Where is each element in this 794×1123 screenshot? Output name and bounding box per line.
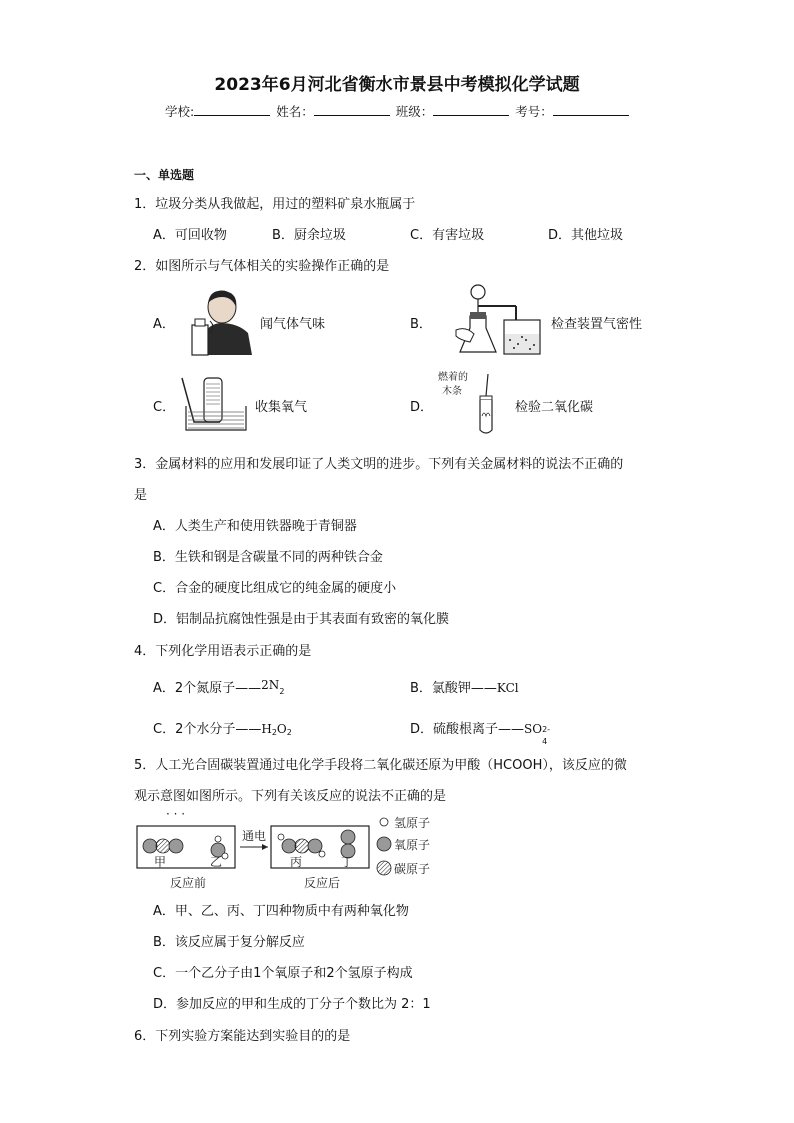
school-blank: [194, 102, 270, 116]
q1-option-a: A．可回收物: [153, 228, 227, 243]
q5-option-c: C．一个乙分子由1个氧原子和2个氢原子构成: [153, 966, 413, 981]
q4-option-d-sup: 2-: [542, 725, 551, 734]
q2-option-b-text: 检查装置气密性: [551, 317, 643, 332]
burning-stick-figure: [436, 366, 506, 438]
q4-option-c: [153, 718, 292, 737]
question-6-stem: 6．下列实验方案能达到实验目的的是: [134, 1029, 351, 1044]
legend-oxygen: 氧原子: [394, 838, 431, 852]
q3-option-b: B．生铁和钢是含碳量不同的两种铁合金: [153, 550, 383, 565]
q5-option-b: B．该反应属于复分解反应: [153, 935, 305, 950]
q4-option-d: [410, 718, 554, 746]
name-blank: [314, 102, 390, 116]
question-5-stem-line2: 观示意图如图所示。下列有关该反应的说法不正确的是: [134, 789, 447, 804]
exam-title: 2023年6月河北省衡水市景县中考模拟化学试题: [214, 75, 580, 95]
question-5-stem-line1: 5．人工光合固碳装置通过电化学手段将二氧化碳还原为甲酸（HCOOH），该反应的微: [134, 758, 627, 773]
q4-option-a-sub: 2: [279, 687, 285, 696]
q4-option-c-sub2: 2: [286, 728, 292, 737]
legend-carbon: 碳原子: [394, 862, 431, 876]
school-label: 学校:: [165, 104, 195, 119]
label-jia: 甲: [154, 855, 167, 869]
q1-option-b: B．厨余垃圾: [272, 228, 346, 243]
q5-option-d: D．参加反应的甲和生成的丁分子个数比为 2：1: [153, 997, 431, 1012]
airtightness-apparatus-figure: [452, 282, 544, 358]
label-bing: 丙: [290, 855, 303, 869]
label-after: 反应后: [304, 876, 341, 890]
arrow-label: 通电: [242, 829, 267, 843]
q3-option-c: C．合金的硬度比组成它的纯金属的硬度小: [153, 581, 397, 596]
q4-option-c-formula-o: O: [276, 722, 287, 736]
q4-option-c-sub1: 2: [271, 728, 277, 737]
label-yi: 乙: [210, 855, 223, 869]
question-3-stem-line2: 是: [134, 488, 148, 503]
q4-option-a-text: A．2个氮原子——: [153, 681, 262, 696]
question-2-stem: 2．如图所示与气体相关的实验操作正确的是: [134, 259, 390, 274]
q2-option-b-letter: B．: [410, 317, 432, 332]
legend-hydrogen: 氢原子: [394, 816, 431, 830]
ellipsis-dots: · · ·: [166, 807, 186, 821]
student-info-line: [165, 102, 631, 120]
q2-option-a-text: 闻气体气味: [260, 317, 326, 332]
q1-option-c: C．有害垃圾: [410, 228, 485, 243]
legend-hydrogen-icon: [380, 818, 388, 826]
q4-option-c-text: C．2个水分子——: [153, 722, 262, 737]
exam-no-label: 考号：: [515, 104, 553, 119]
q2-option-c-letter: C．: [153, 400, 176, 415]
exam-no-blank: [553, 102, 629, 116]
q3-option-d: D．铝制品抗腐蚀性强是由于其表面有致密的氧化膜: [153, 612, 450, 627]
smelling-gas-figure: [186, 285, 254, 357]
legend-oxygen-icon: [377, 837, 391, 851]
question-3-stem-line1: 3．金属材料的应用和发展印证了人类文明的进步。下列有关金属材料的说法不正确的: [134, 457, 624, 472]
burning-stick-label-1: 燃着的: [438, 372, 468, 383]
q2-option-a-letter: A．: [153, 317, 175, 332]
reaction-microscopic-diagram: [134, 806, 464, 892]
question-4-stem: 4．下列化学用语表示正确的是: [134, 644, 312, 659]
q4-option-d-formula: SO: [524, 722, 543, 736]
class-label: 班级：: [395, 104, 434, 119]
q4-option-b-formula: KCl: [496, 681, 519, 695]
question-1-stem: 1．垃圾分类从我做起，用过的塑料矿泉水瓶属于: [134, 197, 416, 212]
q4-option-a: [153, 677, 284, 696]
q4-option-d-sub: 4: [542, 737, 548, 746]
name-label: 姓名：: [276, 104, 314, 119]
q2-option-d-text: 检验二氧化碳: [515, 400, 594, 415]
class-blank: [433, 102, 509, 116]
label-before: 反应前: [170, 876, 207, 890]
q5-option-a: A．甲、乙、丙、丁四种物质中有两种氧化物: [153, 904, 409, 919]
q2-option-c-text: 收集氧气: [255, 400, 308, 415]
q4-option-b: [410, 677, 519, 696]
burning-stick-label-2: 木条: [442, 386, 462, 397]
q4-option-d-text: D．硫酸根离子——: [410, 722, 525, 737]
q2-option-d-letter: D．: [410, 400, 434, 415]
q1-option-d: D．其他垃圾: [548, 228, 624, 243]
q4-option-a-formula: 2N: [261, 678, 280, 692]
section-title: 一、单选题: [134, 168, 195, 182]
legend-carbon-icon: [377, 861, 391, 875]
q4-option-c-formula-h: H: [261, 722, 272, 736]
label-ding: 丁: [341, 855, 354, 869]
q3-option-a: A．人类生产和使用铁器晚于青铜器: [153, 519, 357, 534]
oxygen-collection-figure: [180, 372, 252, 434]
q4-option-b-text: B．氯酸钾——: [410, 681, 497, 696]
